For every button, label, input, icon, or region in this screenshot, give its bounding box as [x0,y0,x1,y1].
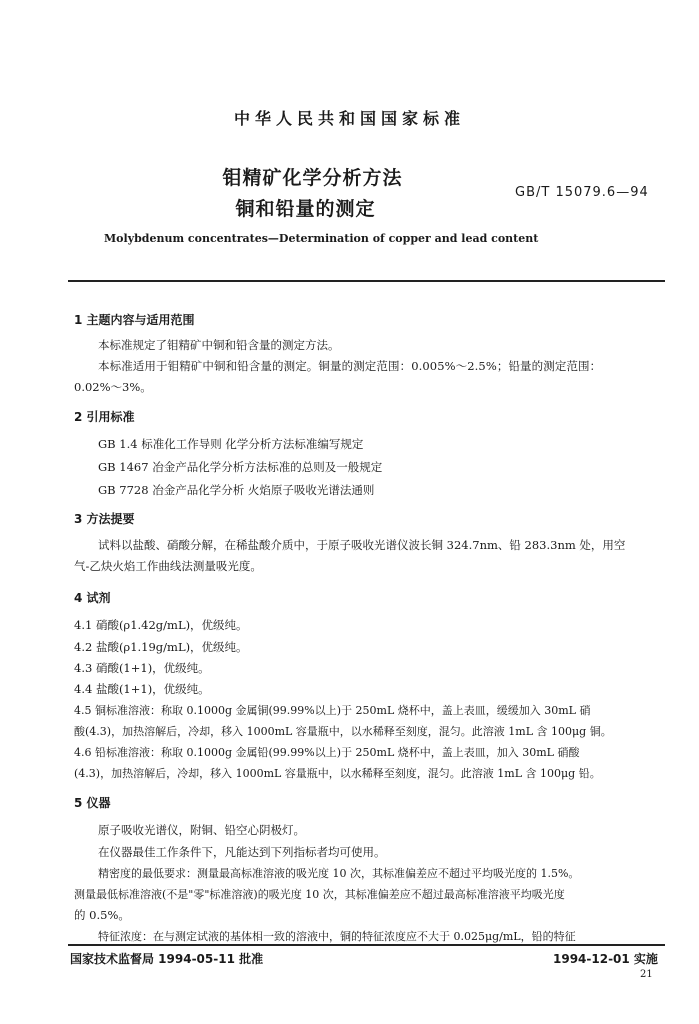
paragraph-line: 本标准适用于钼精矿中铜和铅含量的测定。铜量的测定范围：0.005%～2.5%；铅量的测定范围： [98,359,602,373]
paragraph-line: 原子吸收光谱仪，附铜、铅空心阴极灯。 [98,823,305,837]
approval-date: 国家技术监督局 1994-05-11 批准 [70,952,264,966]
reagent-item: 4.3 硝酸(1+1)，优级纯。 [74,661,210,675]
paragraph-line: 本标准规定了钼精矿中铜和铅含量的测定方法。 [98,338,340,352]
section-heading: 5 仪器 [74,796,111,810]
english-title: Molybdenum concentrates—Determination of copper and lead content [104,232,539,245]
section-heading: 4 试剂 [74,591,111,605]
paragraph-line: 气-乙炔火焰工作曲线法测量吸光度。 [74,559,262,573]
reagent-item: 4.5 铜标准溶液：称取 0.1000g 金属铜(99.99%以上)于 250mL 烧杯中，盖上表皿，缓缓加入 30mL 硝 [74,704,591,717]
section-heading: 1 主题内容与适用范围 [74,313,195,327]
page-number: 21 [640,969,653,980]
standard-number: GB/T 15079.6—94 [515,185,649,200]
paragraph-line: 试料以盐酸、硝酸分解，在稀盐酸介质中，于原子吸收光谱仪波长铜 324.7nm、铅 283.3nm 处，用空 [98,538,626,552]
reagent-item: 4.1 硝酸(ρ1.42g/mL)，优级纯。 [74,618,248,632]
reference-item: GB 1467 冶金产品化学分析方法标准的总则及一般规定 [98,460,383,474]
reagent-item: 酸(4.3)，加热溶解后，冷却，移入 1000mL 容量瓶中，以水稀释至刻度，混匀。此溶液 1mL 含 100μg 铜。 [74,725,612,738]
paragraph-line: 精密度的最低要求：测量最高标准溶液的吸光度 10 次，其标准偏差应不超过平均吸光度的 1.5%。 [98,867,580,880]
reagent-item: 4.4 盐酸(1+1)，优级纯。 [74,682,210,696]
section-heading: 3 方法提要 [74,512,135,526]
national-standard-header: 中华人民共和国国家标准 [233,109,465,128]
section-heading: 2 引用标准 [74,410,135,424]
document-title-line2: 铜和铅量的测定 [235,198,376,220]
reagent-item: 4.6 铅标准溶液：称取 0.1000g 金属铅(99.99%以上)于 250mL 烧杯中，盖上表皿，加入 30mL 硝酸 [74,746,580,759]
paragraph-line: 特征浓度：在与测定试液的基体相一致的溶液中，铜的特征浓度应不大于 0.025μg/mL，铅的特征 [98,930,576,943]
reference-item: GB 7728 冶金产品化学分析 火焰原子吸收光谱法通则 [98,483,375,497]
reference-item: GB 1.4 标准化工作导则 化学分析方法标准编写规定 [98,437,364,451]
title-divider [68,280,665,282]
document-title-line1: 钼精矿化学分析方法 [222,167,403,189]
footer-divider [68,944,665,946]
reagent-item: 4.2 盐酸(ρ1.19g/mL)，优级纯。 [74,640,248,654]
paragraph-line: 0.02%～3%。 [74,380,152,394]
reagent-item: (4.3)，加热溶解后，冷却，移入 1000mL 容量瓶中，以水稀释至刻度，混匀。此溶液 1mL 含 100μg 铅。 [74,767,601,780]
paragraph-line: 测量最低标准溶液(不是"零"标准溶液)的吸光度 10 次，其标准偏差应不超过最高标准溶液平均吸光度 [74,888,565,901]
implementation-date: 1994-12-01 实施 [553,952,658,966]
paragraph-line: 在仪器最佳工作条件下，凡能达到下列指标者均可使用。 [98,845,386,859]
paragraph-line: 的 0.5%。 [74,908,130,922]
